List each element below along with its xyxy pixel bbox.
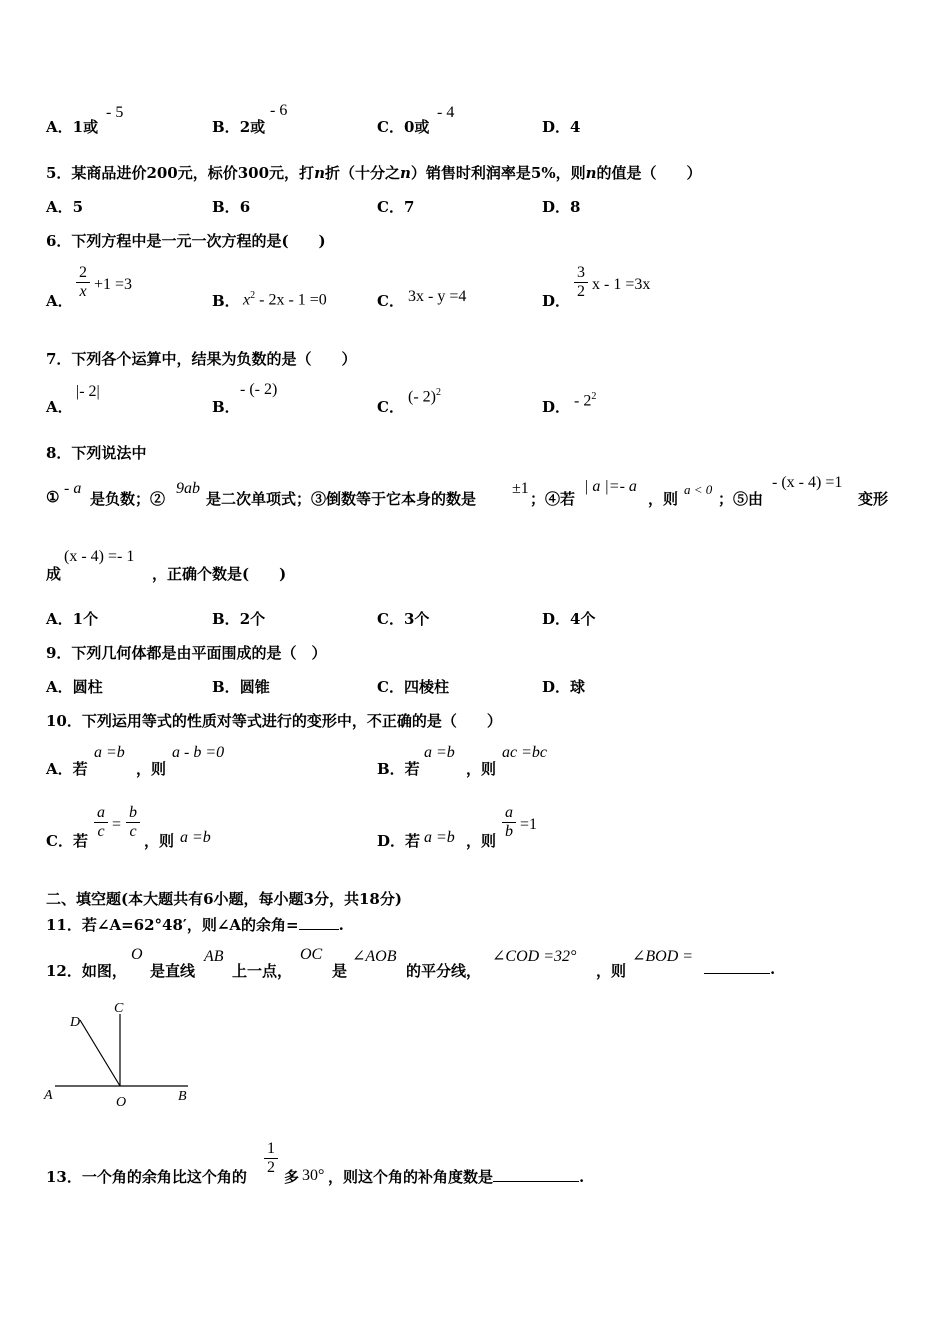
exponent: 2 bbox=[250, 290, 256, 301]
denominator: 2 bbox=[267, 1159, 275, 1176]
q7-option-d-expr bbox=[574, 391, 596, 410]
text: 的值是（ ） bbox=[596, 164, 702, 182]
q12-t5: ，则 bbox=[596, 962, 627, 980]
q8-s1-text: 是负数；② bbox=[90, 490, 166, 508]
option-letter: D． bbox=[542, 118, 571, 136]
math-rest: - 2x - 1 =0 bbox=[255, 291, 327, 309]
q10-option-c-then: ，则 bbox=[144, 832, 175, 850]
math-base: (- 2) bbox=[408, 388, 436, 406]
q8-s5-tail: 变形 bbox=[858, 490, 889, 508]
q13-lead: 13．一个角的余角比这个角的 bbox=[46, 1168, 247, 1186]
q6-option-a-rest: +1 =3 bbox=[94, 276, 133, 293]
q10-option-c-frac1 bbox=[94, 804, 108, 841]
q7-option-c-expr bbox=[408, 387, 441, 406]
q4-option-b-sup: - 6 bbox=[270, 102, 288, 119]
q10-option-b-then: ，则 bbox=[466, 760, 497, 778]
q10-option-d-cond: a =b bbox=[424, 829, 455, 846]
q10-option-a-cond: a =b bbox=[94, 744, 125, 761]
q8-s1-math: - a bbox=[64, 480, 82, 497]
option-text: 圆柱 bbox=[72, 678, 103, 696]
q6-stem: 6．下列方程中是一元一次方程的是( ) bbox=[46, 232, 326, 250]
q7-option-a-letter: A． bbox=[46, 398, 73, 416]
option-letter: D． bbox=[542, 678, 571, 696]
label-d: D bbox=[70, 1015, 81, 1030]
text: . bbox=[338, 916, 344, 934]
numerator: 1 bbox=[267, 1140, 275, 1157]
q8-line2-math: (x - 4) =- 1 bbox=[64, 548, 135, 565]
q6-option-d-rest: x - 1 =3x bbox=[592, 276, 651, 293]
q6-option-d-letter: D． bbox=[542, 292, 571, 310]
answer-blank[interactable] bbox=[493, 1181, 579, 1182]
option-text: 1个 bbox=[72, 610, 99, 628]
q13-degree: 30° bbox=[302, 1167, 325, 1184]
q8-option-d bbox=[542, 608, 595, 629]
q9-option-c bbox=[377, 676, 449, 697]
option-letter: D． bbox=[542, 610, 571, 628]
q7-stem: 7．下列各个运算中，结果为负数的是（ ） bbox=[46, 350, 357, 368]
q7-option-b-expr: - (- 2) bbox=[240, 381, 278, 398]
q10-option-d-result: =1 bbox=[520, 816, 538, 833]
option-letter: B． bbox=[212, 118, 240, 136]
q7-option-b-letter: B． bbox=[212, 398, 240, 416]
q4-option-b bbox=[212, 116, 265, 137]
numerator: 3 bbox=[577, 264, 585, 281]
q12-angle-figure bbox=[40, 996, 200, 1112]
text: . bbox=[579, 1168, 585, 1186]
q5-option-a bbox=[46, 196, 83, 217]
q8-s4-cond: a < 0 bbox=[684, 482, 713, 497]
label-o: O bbox=[116, 1095, 127, 1110]
section-heading: 二、填空题(本大题共有6小题，每小题3分，共18分) bbox=[46, 890, 402, 908]
q12-m1: O bbox=[131, 946, 143, 963]
q10-option-c-eq: = bbox=[112, 816, 122, 833]
denominator: 2 bbox=[577, 283, 585, 300]
q8-s3-math: ±1 bbox=[512, 480, 529, 497]
q10-option-a-then: ，则 bbox=[136, 760, 167, 778]
option-letter: C． bbox=[377, 118, 404, 136]
label-c: C bbox=[114, 1001, 124, 1016]
q12-m5: ∠COD =32° bbox=[492, 948, 577, 965]
q4-option-a bbox=[46, 116, 98, 137]
option-text: 7 bbox=[403, 198, 415, 216]
q9-option-b bbox=[212, 676, 270, 697]
q6-option-d-fraction bbox=[574, 264, 588, 301]
option-letter: D． bbox=[542, 198, 571, 216]
option-letter: B． bbox=[212, 678, 240, 696]
option-text: 1或 bbox=[72, 118, 99, 136]
q13-t2 bbox=[328, 1166, 584, 1187]
q8-s2-text: 是二次单项式；③倒数等于它本身的数是 bbox=[206, 490, 477, 508]
q5-option-d bbox=[542, 196, 580, 217]
q10-option-c-lead: C．若 bbox=[46, 832, 88, 850]
q8-option-a bbox=[46, 608, 98, 629]
option-text: 球 bbox=[570, 678, 586, 696]
q6-option-b-expr bbox=[243, 290, 327, 309]
q12-t2: 上一点， bbox=[232, 962, 293, 980]
option-text: 6 bbox=[239, 198, 251, 216]
q8-option-c bbox=[377, 608, 429, 629]
option-text: 四棱柱 bbox=[403, 678, 449, 696]
q8-s3-text: ；④若 bbox=[530, 490, 576, 508]
option-letter: A． bbox=[46, 610, 73, 628]
q10-option-c-frac2 bbox=[126, 804, 140, 841]
q8-s5-math: - (x - 4) =1 bbox=[772, 474, 843, 491]
q12-t4: 的平分线， bbox=[406, 962, 482, 980]
exponent: 2 bbox=[591, 391, 597, 402]
option-text: 5 bbox=[72, 198, 84, 216]
option-text: 3个 bbox=[403, 610, 430, 628]
text: . bbox=[770, 960, 776, 978]
q8-s5-text: ；⑤由 bbox=[718, 490, 764, 508]
q6-option-b-letter: B． bbox=[212, 292, 240, 310]
math-n: n bbox=[314, 164, 325, 182]
text: 折（十分之 bbox=[324, 164, 400, 182]
option-text: 0或 bbox=[403, 118, 430, 136]
q7-option-d-letter: D． bbox=[542, 398, 571, 416]
answer-blank[interactable] bbox=[704, 973, 770, 974]
q10-option-d-frac bbox=[502, 804, 516, 841]
numerator: 2 bbox=[79, 264, 87, 281]
q10-option-b-result: ac =bc bbox=[502, 744, 547, 761]
q12-answer bbox=[704, 960, 775, 978]
option-text: 圆锥 bbox=[239, 678, 270, 696]
option-letter: C． bbox=[377, 678, 404, 696]
q5-option-c bbox=[377, 196, 414, 217]
q6-option-a-fraction bbox=[76, 264, 90, 301]
option-text: 8 bbox=[570, 198, 581, 216]
q9-option-a bbox=[46, 676, 103, 697]
denominator: c bbox=[129, 823, 137, 840]
text: ，则这个角的补角度数是 bbox=[328, 1168, 494, 1186]
q10-option-b-lead: B．若 bbox=[377, 760, 420, 778]
q6-option-c-letter: C． bbox=[377, 292, 404, 310]
q4-option-d bbox=[542, 116, 580, 137]
option-letter: A． bbox=[46, 678, 73, 696]
numerator: a bbox=[505, 804, 513, 821]
q9-stem: 9．下列几何体都是由平面围成的是（ ） bbox=[46, 644, 327, 662]
answer-blank[interactable] bbox=[299, 929, 339, 930]
q12-t1: 是直线 bbox=[150, 962, 196, 980]
q12-m3: OC bbox=[300, 946, 323, 963]
q8-s2-math: 9ab bbox=[176, 480, 200, 497]
q5-stem bbox=[46, 162, 702, 183]
q13-fraction bbox=[264, 1140, 278, 1177]
denominator: b bbox=[505, 823, 513, 840]
q13-t1: 多 bbox=[284, 1168, 300, 1186]
option-text: 4 bbox=[570, 118, 581, 136]
ray-od bbox=[80, 1020, 120, 1086]
denominator: c bbox=[97, 823, 105, 840]
q10-option-c-result: a =b bbox=[180, 829, 211, 846]
option-text: 2个 bbox=[239, 610, 266, 628]
q10-option-d-lead: D．若 bbox=[377, 832, 421, 850]
q10-option-a-result: a - b =0 bbox=[172, 744, 225, 761]
q12-t3: 是 bbox=[332, 962, 348, 980]
q4-option-c-sup: - 4 bbox=[437, 104, 455, 121]
q5-option-b bbox=[212, 196, 250, 217]
q10-option-b-cond: a =b bbox=[424, 744, 455, 761]
text: 5．某商品进价200元，标价300元，打 bbox=[46, 164, 315, 182]
numerator: a bbox=[97, 804, 105, 821]
math-n: n bbox=[585, 164, 597, 182]
q8-line2-lead: 成 bbox=[46, 565, 62, 583]
label-b: B bbox=[178, 1089, 187, 1104]
q6-option-c-expr: 3x - y =4 bbox=[408, 288, 467, 305]
q12-lead: 12．如图， bbox=[46, 962, 127, 980]
option-letter: C． bbox=[377, 198, 404, 216]
q12-m6: ∠BOD = bbox=[632, 948, 694, 965]
q6-option-a-letter: A． bbox=[46, 292, 73, 310]
q7-option-a-expr: |- 2| bbox=[76, 383, 100, 400]
exponent: 2 bbox=[435, 387, 441, 398]
math-base: - 2 bbox=[574, 392, 592, 410]
q9-option-d bbox=[542, 676, 585, 697]
q10-option-a-lead: A．若 bbox=[46, 760, 88, 778]
numerator: b bbox=[129, 804, 137, 821]
label-a: A bbox=[44, 1088, 53, 1103]
text: ）销售时利润率是5%，则 bbox=[410, 164, 586, 182]
option-letter: A． bbox=[46, 198, 73, 216]
q8-line2-text: ，正确个数是( ) bbox=[152, 565, 287, 583]
q11-text bbox=[46, 914, 344, 935]
option-letter: B． bbox=[212, 610, 240, 628]
q8-s4-text: ，则 bbox=[648, 490, 679, 508]
q8-option-b bbox=[212, 608, 265, 629]
option-text: 4个 bbox=[570, 610, 596, 628]
option-text: 2或 bbox=[239, 118, 266, 136]
option-letter: C． bbox=[377, 610, 404, 628]
q8-stem: 8．下列说法中 bbox=[46, 444, 147, 462]
q7-option-c-letter: C． bbox=[377, 398, 404, 416]
q12-m4: ∠AOB bbox=[352, 948, 397, 965]
text: 11．若∠A=62°48′，则∠A的余角= bbox=[46, 916, 299, 934]
option-letter: A． bbox=[46, 118, 73, 136]
denominator: x bbox=[79, 283, 87, 300]
math-var: x bbox=[243, 291, 251, 309]
q8-s4-math: | a |=- a bbox=[584, 478, 637, 495]
q12-m2: AB bbox=[204, 948, 224, 965]
q4-option-a-sup: - 5 bbox=[106, 104, 124, 121]
option-letter: B． bbox=[212, 198, 240, 216]
q10-option-d-then: ，则 bbox=[466, 832, 497, 850]
math-n: n bbox=[399, 164, 411, 182]
q4-option-c bbox=[377, 116, 429, 137]
q10-stem: 10．下列运用等式的性质对等式进行的变形中，不正确的是（ ） bbox=[46, 712, 502, 730]
q8-s1-mark: ① bbox=[46, 488, 60, 506]
